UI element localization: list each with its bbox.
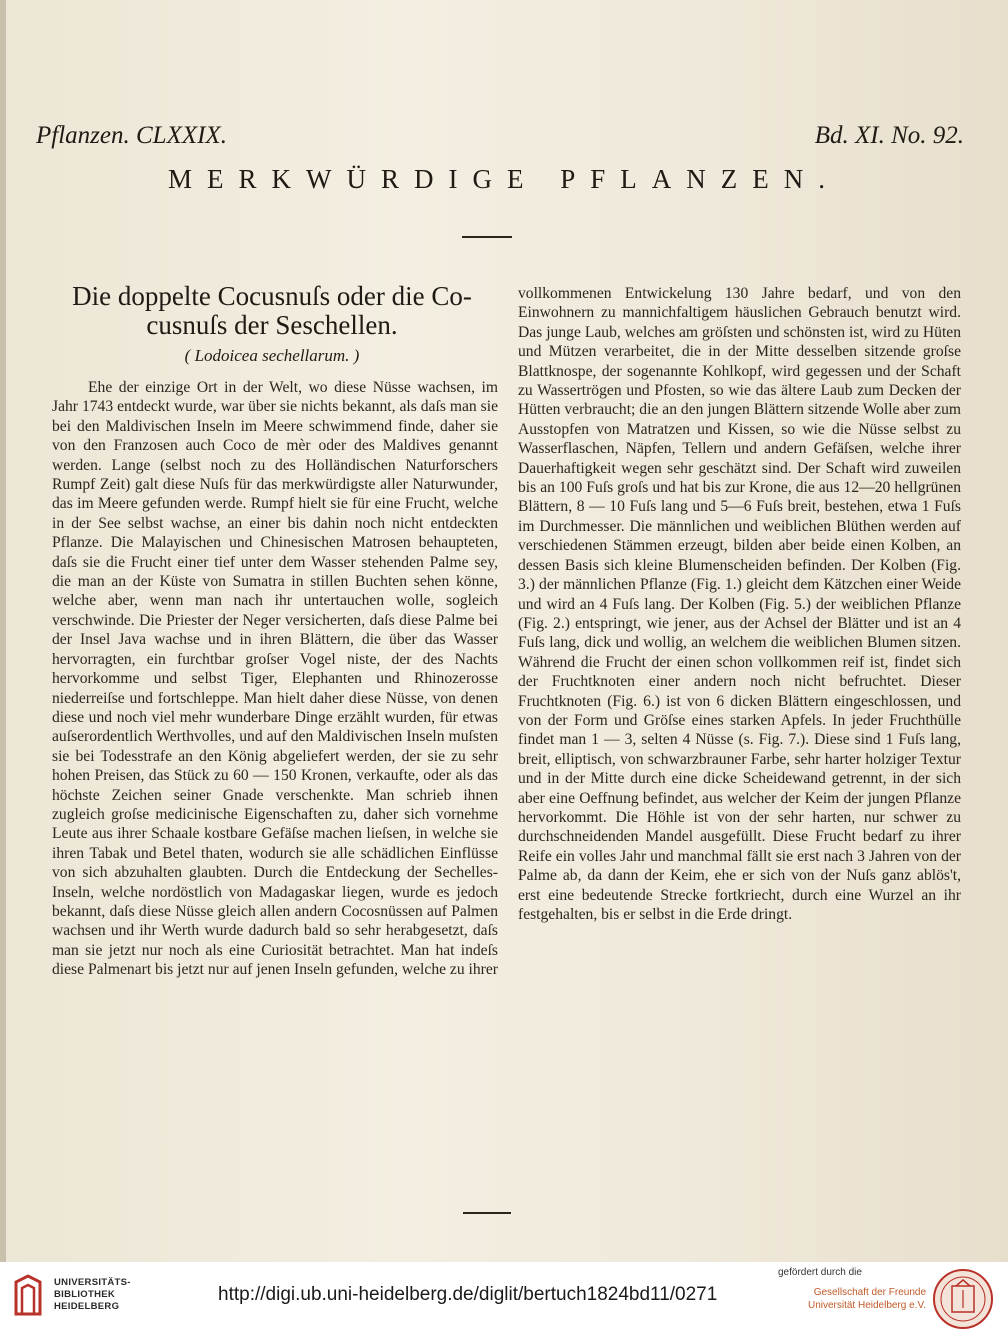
article-title-line1: Die doppelte Cocusnuſs oder die Co- [72, 281, 472, 311]
permalink[interactable]: http://digi.ub.uni-heidelberg.de/diglit/bertuch1824bd11/0271 [218, 1284, 718, 1305]
running-head-left: Pflanzen. CLXXIX. [36, 122, 227, 149]
library-name-line2: BIBLIOTHEK [54, 1289, 116, 1300]
left-column [52, 378, 498, 980]
section-title: MERKWÜRDIGE PFLANZEN. [168, 164, 840, 194]
library-logo-icon [12, 1274, 44, 1318]
article-title-line2: cusnuſs der Seschellen. [146, 310, 398, 340]
digitization-footer [0, 1262, 1008, 1334]
sponsor-name-line1: Gesellschaft der Freunde [813, 1287, 926, 1298]
running-head-right: Bd. XI. No. 92. [814, 122, 964, 149]
closing-rule [463, 1212, 511, 1214]
right-column [518, 284, 961, 924]
library-name-line3: HEIDELBERG [54, 1301, 120, 1312]
library-name [54, 1277, 131, 1313]
sponsor-name [808, 1286, 926, 1312]
title-rule [462, 236, 512, 238]
article-title [42, 282, 502, 340]
article-subtitle: ( Lodoicea sechellarum. ) [184, 346, 360, 365]
university-seal-icon [932, 1268, 994, 1330]
sponsor-name-line2: Universität Heidelberg e.V. [807, 1300, 926, 1311]
sponsor-label: gefördert durch die [778, 1267, 862, 1278]
library-name-line1: UNIVERSITÄTS- [54, 1277, 131, 1288]
right-column-text: vollkommenen Entwickelung 130 Jahre bedarf, und von den Einwohnern zu mannichfaltigem häuslichen Gebrauch benutzt wird. Das junge Laub, welches am gröſsten und schönsten ist, wird zu Hüten und Mützen verarbeitet, die in der Mitte desselben sitzende groſse Blattknospe, der sogenannte Kohlkopf, wird gegessen und der Schaft zu Wassertrögen und Pfosten, so wie das ältere Laub zum Decken der Hütten verbraucht; die an den jungen Blättern sitzende Wolle aber zum Ausstopfen von Matratzen und Kissen, so wie die Nüsse selbst zu Wasserflaschen, Näpfen, Tellern und andern Gefäſsen, welche ihrer Dauerhaftigkeit wegen sehr geschätzt sind. Der Schaft wird zuweilen bis an 100 Fuſs groſs und hat bis zur Krone, die aus 12—20 hellgrünen Blättern, 8 — 10 Fuſs lang und 5—6 Fuſs breit, bestehen, etwa 1 Fuſs im Durchmesser. Die männlichen und weiblichen Blüthen werden auf verschiedenen Stämmen erzeugt, bilden aber beide einen Kolben, an dessen Basis sich kleine Blumenscheiden befinden. Der Kolben (Fig. 3.) der männlichen Pflanze (Fig. 1.) gleicht dem Kätzchen einer Weide und wird an 4 Fuſs lang. Der Kolben (Fig. 5.) der weiblichen Pflanze (Fig. 2.) entspringt, wie jener, aus der Achsel der Blätter und ist an 4 Fuſs lang, dick und wollig, an welchem die weiblichen Blumen sitzen. Während die Frucht der einen schon vollkommen reif ist, findet sich der Fruchtknoten einer andern noch nicht befruchtet. Dieser Fruchtknoten (Fig. 6.) ist von 6 dicken Blättern eingeschlossen, und von der Form und Gröſse eines starken Apfels. In jeder Fruchthülle findet man 1 — 3, selten 4 Nüsse (s. Fig. 7.). Diese sind 1 Fuſs lang, breit, elliptisch, von schwarzbrauner Farbe, sehr harter holziger Textur und in der Mitte durch eine dicke Scheidewand getrennt, in der sich aber eine Oeffnung befindet, aus welcher der Keim der jungen Pflanze hervorkommt. Die Höhle ist von der sehr harten, nur schwer zu durchschneidenden Mandel ausgefüllt. Diese Frucht bedarf zu ihrer Reife ein volles Jahr und manchmal fällt sie erst nach 3 Jahren von der Palme ab, da dann der Keim, ehe er sich von der Nuſs ganz ablös't, erst eine bedeutende Strecke fortkriecht, durch eine Wurzel an ihr festgehalten, bis er selbst in die Erde dringt. [518, 285, 961, 923]
left-column-text: Ehe der einzige Ort in der Welt, wo diese Nüsse wachsen, im Jahr 1743 entdeckt wurde, war über sie nichts bekannt, als daſs man sie bei den Maldivischen Inseln im Meere schwimmend finde, daher sie von den Franzosen auch Coco de mèr oder des Maldives genannt werden. Lange (selbst noch zu des Holländischen Naturforschers Rumpf Zeit) galt diese Nuſs für das merkwürdigste aller Naturwunder, das im Meere gefunden werde. Rumpf hielt sie für eine Frucht, welche in der See selbst wachse, an einer bis dahin noch nicht entdeckten Pflanze. Die Malayischen und Chinesischen Matrosen behaupteten, daſs sie die Frucht einer tief unter dem Wasser stehenden Palme sey, die man an der Küste von Sumatra in stillen Buchten sehen könne, welche aber, wenn man nach ihr untertauchen wolle, sogleich verschwinde. Die Priester der Neger versicherten, daſs diese Palme bei der Insel Java wachse und in ihren Blättern, die über das Wasser hervorragten, ein furchtbar groſser Vogel niste, der des Nachts hervorkomme und selbst Tiger, Elephanten und Rhinozerosse niederreiſse und fortschleppe. Man hielt daher diese Nüsse, von denen diese und noch viel mehr wunderbare Dinge erzählt wurden, für etwas auſserordentlich Werthvolles, und auf den Maldivischen Inseln muſsten sie bei Todesstrafe an den König abgeliefert werden, der sie zu sehr hohen Preisen, das Stück zu 60 — 150 Kronen, verkaufte, oder als das höchste Zeichen seiner Gnade verschenkte. Man schrieb ihnen zugleich groſse medicinische Eigenschaften zu, daher sich vornehme Leute aus ihrer Schaale kostbare Gefäſse machen lieſsen, in welche sie ihren Tabak und Betel thaten, wodurch sie alle schädlichen Einflüsse von sich abzuhalten glaubten. Durch die Entdeckung der Sechelles-Inseln, welche nordöstlich von Madagaskar liegen, wurde es jedoch bekannt, daſs diese Nüsse gleich allen andern Cocosnüssen auf Palmen wachsen und ihr Werth wurde dadurch bald so sehr herabgesetzt, daſs man sie jetzt nur noch als eine Curiosität betrachtet. Man hat indeſs diese Palmenart bis jetzt nur auf jenen Inseln gefunden, welche zu ihrer [52, 379, 498, 979]
